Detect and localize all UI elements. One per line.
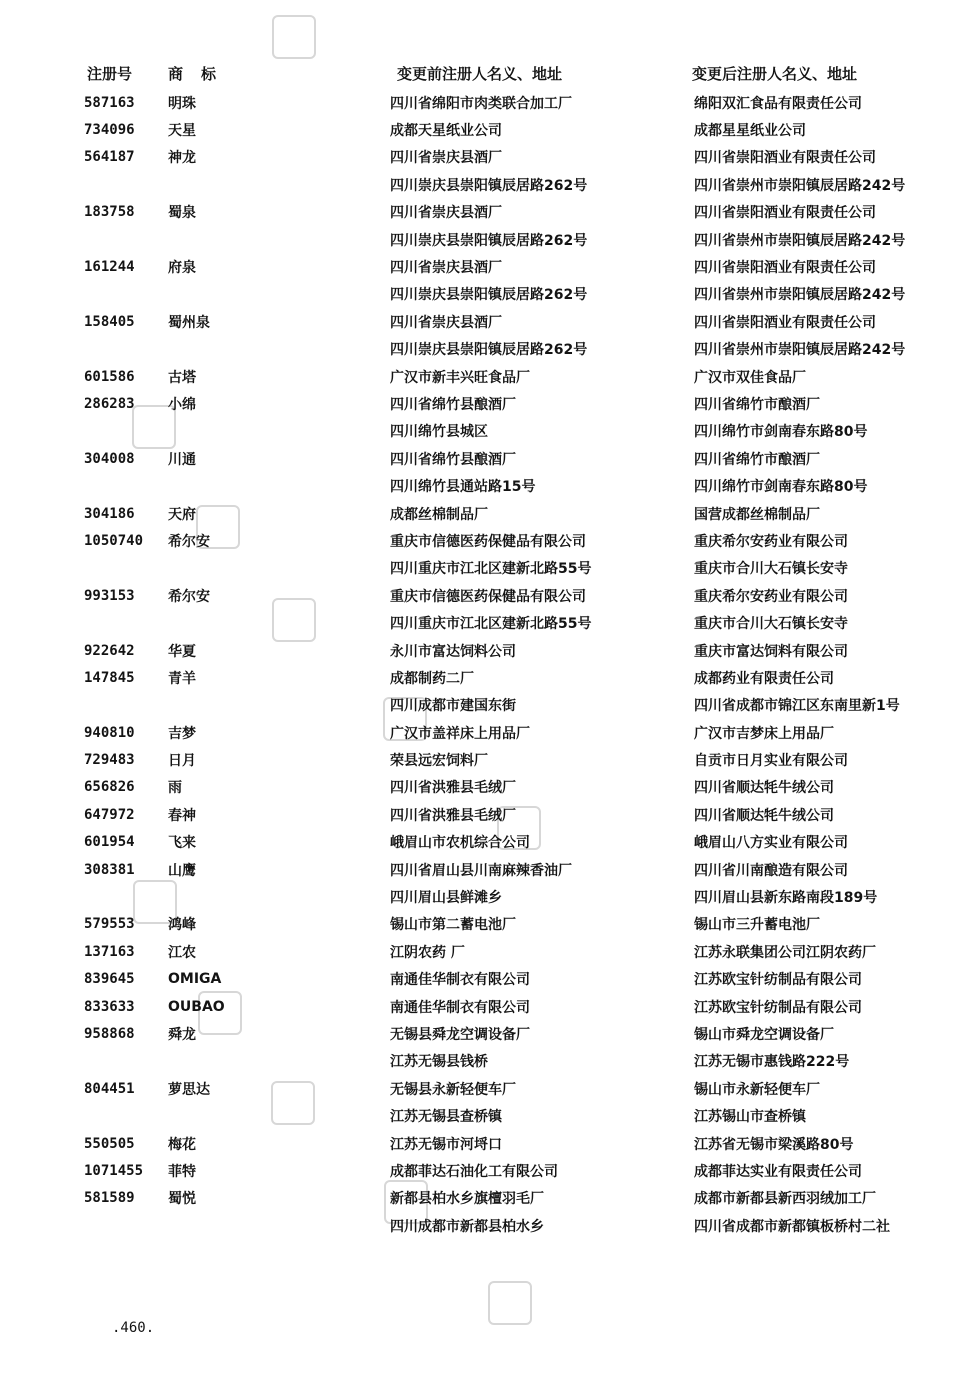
- table-row: [84, 555, 964, 582]
- after-change-cell: 四川省崇州市崇阳镇辰居路242号: [694, 177, 906, 194]
- table-row: [84, 144, 964, 171]
- reg-no-cell: [84, 472, 168, 499]
- reg-no-cell: [84, 281, 168, 308]
- table-row: [84, 500, 964, 527]
- reg-no-cell: 304008: [84, 450, 135, 467]
- before-change-cell: 广汉市新丰兴旺食品厂: [390, 369, 530, 386]
- before-change-cell: 成都天星纸业公司: [390, 123, 502, 140]
- after-change-cell: 广汉市吉梦床上用品厂: [694, 725, 834, 742]
- trademark-cell: 春神: [168, 807, 196, 824]
- trademark-cell: 华夏: [168, 643, 196, 660]
- reg-no-cell: [84, 226, 168, 253]
- reg-no-cell: 308381: [84, 861, 135, 878]
- table-row: [84, 637, 964, 664]
- after-change-cell: 四川省川南酿造有限公司: [694, 862, 848, 879]
- header-before-change: 变更前注册人名义、地址: [397, 65, 563, 83]
- before-change-cell: 荣县远宏饲料厂: [390, 753, 488, 770]
- trademark-cell: 希尔安: [168, 533, 210, 550]
- trademark-cell: [168, 609, 390, 636]
- table-row: [84, 472, 964, 499]
- reg-no-cell: 804451: [84, 1080, 135, 1097]
- after-change-cell: 重庆市富达饲料有限公司: [694, 643, 848, 660]
- trademark-cell: [168, 472, 390, 499]
- before-change-cell: 江阴农药 厂: [390, 944, 465, 961]
- trademark-cell: 飞来: [168, 835, 196, 852]
- reg-no-cell: [84, 1102, 168, 1129]
- trademark-cell: [168, 171, 390, 198]
- after-change-cell: 成都市新都县新西羽绒加工厂: [694, 1191, 876, 1208]
- trademark-cell: [168, 1048, 390, 1075]
- reg-no-cell: 161244: [84, 259, 135, 276]
- after-change-cell: 四川省顺达牦牛绒公司: [694, 780, 834, 797]
- before-change-cell: 广汉市盖祥床上用品厂: [390, 725, 530, 742]
- table-row: [84, 89, 964, 116]
- trademark-cell: 希尔安: [168, 588, 210, 605]
- after-change-cell: 重庆市合川大石镇长安寺: [694, 616, 848, 633]
- before-change-cell: 四川省绵竹县酿酒厂: [390, 451, 516, 468]
- after-change-cell: 绵阳双汇食品有限责任公司: [694, 95, 862, 112]
- table-row: [84, 171, 964, 198]
- reg-no-cell: 581589: [84, 1190, 135, 1207]
- table-row: [84, 582, 964, 609]
- table-row: [84, 1212, 964, 1239]
- before-change-cell: 成都丝棉制品厂: [390, 506, 488, 523]
- reg-no-cell: 993153: [84, 587, 135, 604]
- after-change-cell: 广汉市双佳食品厂: [694, 369, 806, 386]
- after-change-cell: 峨眉山八方实业有限公司: [694, 835, 848, 852]
- after-change-cell: 四川省崇州市崇阳镇辰居路242号: [694, 287, 906, 304]
- reg-no-cell: 1071455: [84, 1162, 144, 1179]
- table-row: [84, 801, 964, 828]
- before-change-cell: 四川成都市新都县柏水乡: [390, 1218, 544, 1235]
- before-change-cell: 成都菲达石油化工有限公司: [390, 1163, 558, 1180]
- table-row: [84, 966, 964, 993]
- change-records-table: [84, 89, 964, 1239]
- trademark-cell: [168, 1212, 390, 1239]
- reg-no-cell: 286283: [84, 395, 135, 412]
- before-change-cell: 四川重庆市江北区建新北路55号: [390, 616, 592, 633]
- trademark-cell: 山鹰: [168, 862, 196, 879]
- page-number: .460.: [112, 1320, 155, 1336]
- after-change-cell: 四川省成都市锦江区东南里新1号: [694, 698, 900, 715]
- before-change-cell: 新都县柏水乡旗檀羽毛厂: [390, 1191, 544, 1208]
- table-row: [84, 856, 964, 883]
- trademark-cell: 青羊: [168, 670, 196, 687]
- reg-no-cell: 839645: [84, 971, 135, 988]
- reg-no-cell: 729483: [84, 752, 135, 769]
- reg-no-cell: 601954: [84, 834, 135, 851]
- trademark-cell: [168, 418, 390, 445]
- after-change-cell: 成都药业有限责任公司: [694, 670, 834, 687]
- trademark-cell: [168, 281, 390, 308]
- table-row: [84, 829, 964, 856]
- table-row: [84, 1020, 964, 1047]
- trademark-cell: [168, 555, 390, 582]
- before-change-cell: 成都制药二厂: [390, 670, 474, 687]
- after-change-cell: 四川省崇阳酒业有限责任公司: [694, 205, 876, 222]
- trademark-cell: [168, 1102, 390, 1129]
- reg-no-cell: 656826: [84, 779, 135, 796]
- table-row: [84, 363, 964, 390]
- before-change-cell: 四川省崇庆县酒厂: [390, 314, 502, 331]
- after-change-cell: 四川省成都市新都镇板桥村二社: [694, 1218, 890, 1235]
- trademark-cell: 天星: [168, 123, 196, 140]
- after-change-cell: 成都星星纸业公司: [694, 123, 806, 140]
- reg-no-cell: [84, 1212, 168, 1239]
- after-change-cell: 四川省绵竹市酿酒厂: [694, 451, 820, 468]
- reg-no-cell: 1050740: [84, 532, 144, 549]
- before-change-cell: 四川省绵阳市肉类联合加工厂: [390, 95, 572, 112]
- after-change-cell: 江苏省无锡市梁溪路80号: [694, 1136, 854, 1153]
- before-change-cell: 四川省眉山县川南麻辣香油厂: [390, 862, 572, 879]
- after-change-cell: 国营成都丝棉制品厂: [694, 506, 820, 523]
- table-row: [84, 609, 964, 636]
- trademark-cell: 蜀悦: [168, 1191, 196, 1208]
- before-change-cell: 四川崇庆县崇阳镇辰居路262号: [390, 232, 588, 249]
- after-change-cell: 四川省崇州市崇阳镇辰居路242号: [694, 342, 906, 359]
- trademark-cell: 吉梦: [168, 725, 196, 742]
- reg-no-cell: 958868: [84, 1025, 135, 1042]
- before-change-cell: 四川绵竹县城区: [390, 424, 488, 441]
- reg-no-cell: 183758: [84, 204, 135, 221]
- trademark-cell: [168, 336, 390, 363]
- trademark-cell: OUBAO: [168, 998, 225, 1015]
- trademark-cell: 雨: [168, 780, 182, 797]
- header-trademark: 商标: [168, 65, 235, 83]
- before-change-cell: 南通佳华制衣有限公司: [390, 972, 530, 989]
- reg-no-cell: [84, 692, 168, 719]
- table-row: [84, 281, 964, 308]
- before-change-cell: 锡山市第二蓄电池厂: [390, 917, 516, 934]
- trademark-cell: OMIGA: [168, 971, 222, 988]
- trademark-cell: 鸿峰: [168, 917, 196, 934]
- reg-no-cell: [84, 171, 168, 198]
- table-row: [84, 199, 964, 226]
- before-change-cell: 无锡县永新轻便车厂: [390, 1081, 516, 1098]
- trademark-cell: 梅花: [168, 1136, 196, 1153]
- after-change-cell: 自贡市日月实业有限公司: [694, 753, 848, 770]
- records-body: [84, 89, 964, 1239]
- table-row: [84, 746, 964, 773]
- before-change-cell: 四川省洪雅县毛绒厂: [390, 807, 516, 824]
- reg-no-cell: [84, 609, 168, 636]
- after-change-cell: 重庆希尔安药业有限公司: [694, 588, 848, 605]
- after-change-cell: 四川省绵竹市酿酒厂: [694, 396, 820, 413]
- watermark-stamp: [272, 15, 316, 59]
- trademark-cell: 萝思达: [168, 1081, 210, 1098]
- after-change-cell: 四川绵竹市剑南春东路80号: [694, 424, 868, 441]
- table-row: [84, 1130, 964, 1157]
- table-row: [84, 664, 964, 691]
- before-change-cell: 四川崇庆县崇阳镇辰居路262号: [390, 287, 588, 304]
- before-change-cell: 无锡县舜龙空调设备厂: [390, 1026, 530, 1043]
- reg-no-cell: 304186: [84, 505, 135, 522]
- before-change-cell: 江苏无锡县查桥镇: [390, 1109, 502, 1126]
- table-row: [84, 911, 964, 938]
- trademark-cell: 川通: [168, 451, 196, 468]
- reg-no-cell: 601586: [84, 368, 135, 385]
- trademark-cell: 小绵: [168, 396, 196, 413]
- reg-no-cell: [84, 555, 168, 582]
- reg-no-cell: 579553: [84, 916, 135, 933]
- after-change-cell: 四川省崇阳酒业有限责任公司: [694, 260, 876, 277]
- trademark-cell: 明珠: [168, 95, 196, 112]
- table-row: [84, 390, 964, 417]
- table-row: [84, 527, 964, 554]
- before-change-cell: 四川省崇庆县酒厂: [390, 150, 502, 167]
- before-change-cell: 峨眉山市农机综合公司: [390, 835, 530, 852]
- before-change-cell: 四川崇庆县崇阳镇辰居路262号: [390, 177, 588, 194]
- trademark-cell: 神龙: [168, 150, 196, 167]
- reg-no-cell: 940810: [84, 724, 135, 741]
- trademark-cell: 江农: [168, 944, 196, 961]
- after-change-cell: 成都菲达实业有限责任公司: [694, 1163, 862, 1180]
- reg-no-cell: 833633: [84, 998, 135, 1015]
- trademark-cell: 蜀州泉: [168, 314, 210, 331]
- before-change-cell: 永川市富达饲料公司: [390, 643, 516, 660]
- table-row: [84, 1157, 964, 1184]
- header-after-change: 变更后注册人名义、地址: [692, 65, 858, 83]
- trademark-cell: 古塔: [168, 369, 196, 386]
- table-row: [84, 774, 964, 801]
- after-change-cell: 锡山市舜龙空调设备厂: [694, 1026, 834, 1043]
- table-row: [84, 226, 964, 253]
- before-change-cell: 重庆市信德医药保健品有限公司: [390, 588, 586, 605]
- reg-no-cell: [84, 336, 168, 363]
- after-change-cell: 四川绵竹市剑南春东路80号: [694, 479, 868, 496]
- reg-no-cell: [84, 418, 168, 445]
- reg-no-cell: 587163: [84, 94, 135, 111]
- before-change-cell: 四川省崇庆县酒厂: [390, 260, 502, 277]
- trademark-cell: 府泉: [168, 260, 196, 277]
- table-row: [84, 418, 964, 445]
- table-row: [84, 116, 964, 143]
- before-change-cell: 江苏无锡市河埒口: [390, 1136, 502, 1153]
- after-change-cell: 锡山市三升蓄电池厂: [694, 917, 820, 934]
- trademark-cell: [168, 226, 390, 253]
- trademark-cell: 日月: [168, 753, 196, 770]
- trademark-cell: 菲特: [168, 1163, 196, 1180]
- after-change-cell: 江苏欧宝针纺制品有限公司: [694, 999, 862, 1016]
- after-change-cell: 江苏无锡市惠钱路222号: [694, 1054, 850, 1071]
- reg-no-cell: 734096: [84, 122, 135, 139]
- trademark-cell: [168, 692, 390, 719]
- table-row: [84, 308, 964, 335]
- reg-no-cell: 647972: [84, 806, 135, 823]
- trademark-cell: 天府: [168, 506, 196, 523]
- trademark-cell: 舜龙: [168, 1026, 196, 1043]
- table-row: [84, 336, 964, 363]
- before-change-cell: 四川眉山县鲜滩乡: [390, 890, 502, 907]
- table-row: [84, 883, 964, 910]
- table-row: [84, 993, 964, 1020]
- after-change-cell: 四川省崇州市崇阳镇辰居路242号: [694, 232, 906, 249]
- after-change-cell: 江苏锡山市查桥镇: [694, 1109, 806, 1126]
- after-change-cell: 重庆市合川大石镇长安寺: [694, 561, 848, 578]
- table-row: [84, 719, 964, 746]
- before-change-cell: 四川省崇庆县酒厂: [390, 205, 502, 222]
- reg-no-cell: [84, 883, 168, 910]
- after-change-cell: 锡山市永新轻便车厂: [694, 1081, 820, 1098]
- reg-no-cell: 550505: [84, 1135, 135, 1152]
- reg-no-cell: 922642: [84, 642, 135, 659]
- trademark-cell: [168, 883, 390, 910]
- table-row: [84, 938, 964, 965]
- reg-no-cell: 147845: [84, 669, 135, 686]
- after-change-cell: 四川省崇阳酒业有限责任公司: [694, 150, 876, 167]
- reg-no-cell: [84, 1048, 168, 1075]
- before-change-cell: 四川绵竹县通站路15号: [390, 479, 536, 496]
- table-row: [84, 1075, 964, 1102]
- header-reg-no: 注册号: [87, 65, 133, 83]
- before-change-cell: 江苏无锡县钱桥: [390, 1054, 488, 1071]
- before-change-cell: 四川重庆市江北区建新北路55号: [390, 561, 592, 578]
- before-change-cell: 四川崇庆县崇阳镇辰居路262号: [390, 342, 588, 359]
- table-row: [84, 1102, 964, 1129]
- table-row: [84, 1185, 964, 1212]
- before-change-cell: 四川成都市建国东街: [390, 698, 516, 715]
- before-change-cell: 四川省洪雅县毛绒厂: [390, 780, 516, 797]
- after-change-cell: 江苏欧宝针纺制品有限公司: [694, 972, 862, 989]
- reg-no-cell: 137163: [84, 943, 135, 960]
- before-change-cell: 南通佳华制衣有限公司: [390, 999, 530, 1016]
- reg-no-cell: 564187: [84, 149, 135, 166]
- table-row: [84, 445, 964, 472]
- after-change-cell: 四川眉山县新东路南段189号: [694, 890, 878, 907]
- before-change-cell: 重庆市信德医药保健品有限公司: [390, 533, 586, 550]
- after-change-cell: 重庆希尔安药业有限公司: [694, 533, 848, 550]
- before-change-cell: 四川省绵竹县酿酒厂: [390, 396, 516, 413]
- trademark-cell: 蜀泉: [168, 205, 196, 222]
- after-change-cell: 四川省顺达牦牛绒公司: [694, 807, 834, 824]
- watermark-stamp: [488, 1281, 532, 1325]
- reg-no-cell: 158405: [84, 313, 135, 330]
- table-row: [84, 253, 964, 280]
- table-row: [84, 692, 964, 719]
- after-change-cell: 四川省崇阳酒业有限责任公司: [694, 314, 876, 331]
- table-row: [84, 1048, 964, 1075]
- after-change-cell: 江苏永联集团公司江阴农药厂: [694, 944, 876, 961]
